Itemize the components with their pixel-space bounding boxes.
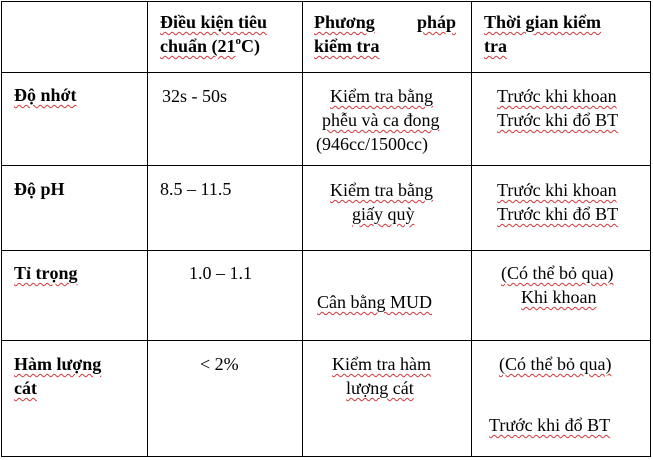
row-standard: < 2% (200, 354, 239, 374)
row-standard: 8.5 – 11.5 (160, 179, 232, 199)
row-time-text: Trước khi đổ BT (489, 415, 611, 435)
row-method-line (332, 353, 431, 376)
row-method-line (346, 377, 414, 400)
header-method-word2 (417, 11, 456, 34)
row-time-text: (Có thể bỏ qua) (499, 354, 612, 374)
row-divider (1, 165, 651, 166)
row-divider (1, 340, 651, 341)
row-name-text: Độ nhớt (14, 85, 77, 105)
row-time-line (499, 353, 611, 376)
row-method-text: phễu và ca đong (322, 110, 440, 130)
header-standard-unit: C) (241, 36, 261, 56)
row-method-line: (946cc/1500cc) (316, 134, 428, 154)
header-degree-sup: o (235, 35, 242, 47)
row-divider (1, 72, 651, 73)
row-time-line (497, 179, 617, 202)
row-standard: 1.0 – 1.1 (189, 263, 252, 283)
row-time-line (521, 286, 597, 309)
row-time-line (489, 414, 610, 437)
row-name (14, 377, 37, 400)
row-name (14, 353, 101, 376)
header-method-line2 (314, 35, 379, 58)
row-method-text: Kiểm tra hàm (332, 354, 431, 374)
header-method-text1: Phương (314, 12, 375, 32)
row-method-text: lượng cát (346, 378, 414, 398)
column-divider (147, 1, 148, 457)
row-method-text: Cân bằng MUD (317, 292, 432, 312)
row-method-line (322, 109, 439, 132)
row-name (14, 84, 76, 107)
header-method-text2: pháp (417, 12, 457, 32)
row-method-line (330, 85, 433, 108)
table-border (1, 1, 651, 457)
row-time-text: Trước khi đổ BT (497, 110, 619, 130)
row-method-line (317, 291, 432, 314)
row-time-text: Trước khi khoan (497, 86, 617, 106)
row-name-text: cát (14, 378, 37, 398)
row-time-line (501, 262, 613, 285)
header-standard (160, 11, 267, 34)
row-name-text: Tỉ trọng (14, 263, 78, 283)
row-standard: 32s - 50s (162, 86, 228, 106)
row-time-line (497, 203, 618, 226)
header-method-text3: kiểm tra (314, 36, 380, 56)
row-time-text: Khi khoan (521, 287, 597, 307)
row-time-text: Trước khi đổ BT (497, 204, 619, 224)
row-method-text: Kiểm tra bằng (330, 86, 433, 106)
row-divider (1, 250, 651, 251)
row-name (14, 262, 78, 285)
row-method-text: Kiểm tra bằng (330, 180, 433, 200)
header-standard-line2 (160, 35, 260, 58)
column-divider (471, 1, 472, 457)
header-standard-line1: Điều kiện tiêu (160, 12, 268, 32)
row-name: Độ pH (14, 179, 65, 199)
row-method-line (330, 179, 433, 202)
row-time-line (497, 109, 618, 132)
header-method-word1 (314, 11, 375, 34)
row-method-line (352, 203, 415, 226)
row-name-text: Hàm lượng (14, 354, 102, 374)
header-standard-text: chuẩn (21 (160, 36, 236, 56)
header-time-text1: Thời gian kiểm (484, 12, 601, 32)
header-time-text2: tra (484, 36, 507, 56)
row-time-line (497, 85, 617, 108)
row-method-text: giấy quỳ (352, 204, 415, 224)
header-time-line2 (484, 35, 507, 58)
row-time-text: (Có thể bỏ qua) (501, 263, 614, 283)
header-time-line1 (484, 11, 601, 34)
column-divider (302, 1, 303, 457)
row-time-text: Trước khi khoan (497, 180, 617, 200)
